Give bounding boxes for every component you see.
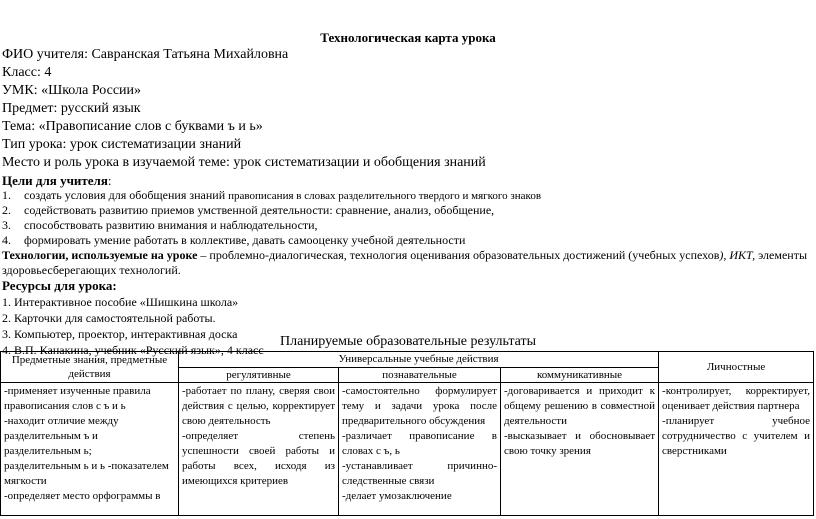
cell-communicative: -договаривается и приходит к общему решению в совместной деятельности -высказывает и обосновывает свою точку зрения xyxy=(501,383,659,516)
info-subject: Предмет: русский язык xyxy=(2,101,141,116)
header-personal: Личностные xyxy=(659,352,814,383)
header-subject: Предметные знания, предметные действия xyxy=(1,352,179,383)
header-cognitive: познавательные xyxy=(339,367,501,383)
results-table-title: Планируемые образовательные результаты xyxy=(279,334,536,349)
goal-item: 1. создать условия для обобщения знаний правописания в словах разделительного твердого и мягкого знаков xyxy=(2,188,542,202)
table-row xyxy=(1,383,814,516)
document-title: Технологическая карта урока xyxy=(320,30,496,45)
cell-cognitive: -самостоятельно формулирует тему и задачи урока после предварительного обсуждения -различает правописание в словах с ъ, ь -устанавливает причинно-следственные связи -делает умозаключение xyxy=(339,383,501,516)
info-umk: УМК: «Школа России» xyxy=(2,83,142,98)
results-table xyxy=(0,351,814,516)
resource-item: 1. Интерактивное пособие «Шишкина школа» xyxy=(2,295,239,309)
cell-personal: -контролирует, корректирует, оценивает действия партнера -планирует учебное сотрудничество с учителем и сверстниками xyxy=(659,383,814,516)
cell-subject: -применяет изученные правила правописания слов с ъ и ь -находит отличие между разделительным ъ и разделительным ь; разделительным ь и ь -показателем мягкости -определяет место орфограммы в xyxy=(1,383,179,516)
header-regulative: регулятивные xyxy=(179,367,339,383)
info-teacher: ФИО учителя: Савранская Татьяна Михайловна xyxy=(2,47,289,62)
goal-item: 3. способствовать развитию внимания и наблюдательности, xyxy=(2,218,318,232)
resource-item: 4. В.П. Канакина, учебник «Русский язык», 4 класс xyxy=(2,343,264,357)
header-universal: Универсальные учебные действия xyxy=(179,352,659,368)
goals-heading-colon: : xyxy=(107,173,112,188)
technologies-heading: Технологии, используемые на уроке xyxy=(2,248,198,262)
technologies-paragraph: Технологии, используемые на уроке – проблемно-диалогическая, технология оценивания образовательных достижений (учебных успехов), ИКТ, элементы здоровьесберегающих технологий. xyxy=(2,248,808,277)
resources-heading: Ресурсы для урока: xyxy=(2,278,117,293)
header-communicative: коммуникативные xyxy=(501,367,659,383)
goal-item: 4. формировать умение работать в коллективе, давать самооценку учебной деятельности xyxy=(2,233,466,247)
cell-regulative: -работает по плану, сверяя свои действия с целью, корректирует свою деятельность -определяет степень успешности своей работы и работы всех, исходя из имеющихся критериев xyxy=(179,383,339,516)
goals-heading-line xyxy=(2,173,814,188)
resource-item: 3. Компьютер, проектор, интерактивная доска xyxy=(2,327,238,341)
goal-item: 2. содействовать развитию приемов умственной деятельности: сравнение, анализ, обобщение, xyxy=(2,203,495,217)
info-class: Класс: 4 xyxy=(2,65,52,80)
info-topic: Тема: «Правописание слов с буквами ъ и ь» xyxy=(2,119,263,134)
lesson-info xyxy=(2,46,814,358)
info-lesson-type: Тип урока: урок систематизации знаний xyxy=(2,137,242,152)
goals-heading: Цели для учителя xyxy=(2,173,108,188)
info-place-role: Место и роль урока в изучаемой теме: урок систематизации и обобщения знаний xyxy=(2,155,486,170)
resource-item: 2. Карточки для самостоятельной работы. xyxy=(2,311,216,325)
